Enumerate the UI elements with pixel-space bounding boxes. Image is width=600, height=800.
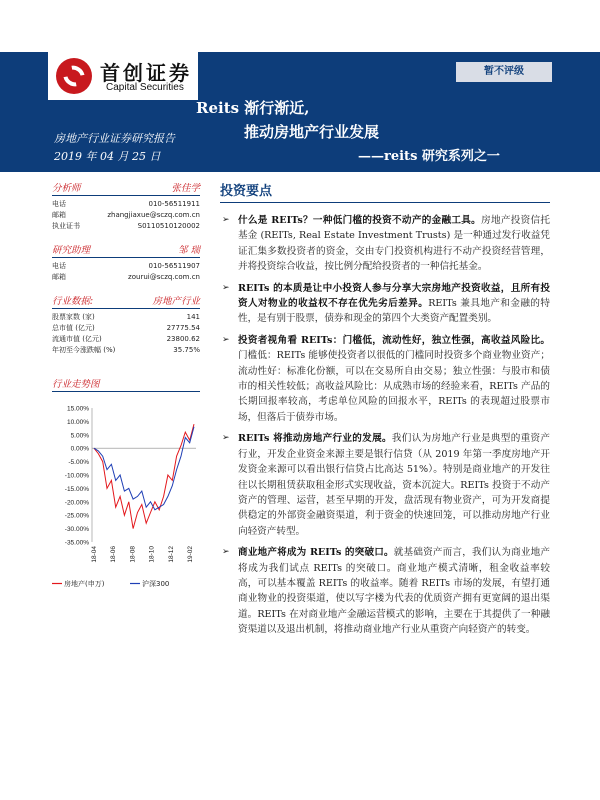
stat-row (52, 334, 200, 345)
info-label: 执业证书 (52, 222, 80, 230)
rating-badge: 暂不评级 (456, 62, 552, 82)
x-tick-label: 18-10 (148, 546, 156, 563)
y-tick-label: 10.00% (66, 418, 89, 426)
stat-row (52, 312, 200, 323)
info-label: 电话 (52, 262, 66, 270)
stat-label: 流通市值 (亿元) (52, 335, 102, 343)
y-tick-label: -15.00% (64, 485, 89, 493)
industry-name: 房地产行业 (152, 296, 200, 307)
info-value: 010-56511907 (148, 262, 200, 270)
company-logo (48, 52, 198, 100)
stat-label: 年初至今涨跌幅 (%) (52, 346, 116, 354)
bullet-text: 房地产投资信托基金 (REITs, Real Estate Investment Trusts) 是一种通过发行收益凭证汇集多数投资者的资金，交由专门投资机构进行不动产投资经营管理，并将投资综合收益，按比例分配给投资者的一种信托基金。 (238, 215, 550, 273)
bullet-heading: 什么是 REITs？一种低门槛的投资不动产的金融工具。 (238, 215, 482, 226)
legend-label: 房地产(申万) (64, 580, 105, 588)
stat-row (52, 345, 200, 356)
info-row (52, 272, 200, 283)
y-tick-label: -20.00% (64, 499, 89, 507)
stat-value: 35.75% (173, 346, 200, 354)
bullet-text: 门槛低：REITs 能够使投资者以很低的门槛同时投资多个商业物业资产；流动性好：标准化份额，可以在交易所自由交易；独立性强：与股市和债市的相关性较低；高收益风险比：从成熟市场的经验来看，REITs 产品的长期回报率较高，考虑单位风险的回报水平，REITs 的表现超过股票市场，但落后于债券市场。 (238, 350, 550, 423)
industry-header (52, 293, 200, 309)
analyst-role: 分析师 (52, 183, 81, 194)
bullet-text: 就基础资产而言，我们认为商业地产将成为我们试点 REITs 的突破口。商业地产模式清晰，租金收益率较高，可以基本覆盖 REITs 的收益率。随着 REITs 市场的发展，有望打通商业物业的投资渠道，使以写字楼为代表的优质资产拥有更宽阔的退出渠道。REITs 在对商业地产金融运营模式的影响，主要在于其提供了一种融资渠道以及退出机制，将推动商业地产行业从重资产向轻资产的转变。 (238, 547, 550, 636)
logo-chinese-name: 首创证券 (100, 61, 192, 85)
summary-bullet (220, 431, 550, 539)
y-tick-label: -30.00% (64, 526, 89, 534)
summary-bullet (220, 213, 550, 275)
assistant-header (52, 242, 200, 258)
x-tick-label: 19-02 (187, 546, 194, 563)
info-value: S0110510120002 (137, 222, 200, 230)
trend-chart (52, 392, 200, 592)
series-line-0 (94, 424, 194, 528)
bullet-heading: 商业地产将成为 REITs 的突破口。 (238, 547, 394, 559)
info-row (52, 210, 200, 221)
left-sidebar (52, 180, 200, 596)
y-tick-label: 15.00% (66, 405, 89, 413)
arrow-bullet-icon: ➢ (222, 547, 230, 558)
y-tick-label: -35.00% (64, 539, 89, 547)
bullet-heading: REITs 将推动房地产行业的发展。 (238, 433, 392, 445)
arrow-bullet-icon: ➢ (222, 433, 230, 444)
info-row (52, 199, 200, 210)
y-tick-label: -25.00% (64, 512, 89, 520)
summary-bullet (220, 545, 550, 637)
assistant-name: 邹 瑞 (177, 245, 200, 256)
logo-mark-icon (56, 58, 92, 94)
bullet-heading: REITs 的本质是让中小投资人参与分享大宗房地产投资收益，且所有投资人对物业的收益权不存在优先劣后差异。 (238, 282, 550, 310)
x-tick-label: 18-08 (129, 546, 137, 563)
info-label: 电话 (52, 200, 66, 208)
trend-chart-title: 行业走势图 (52, 376, 200, 392)
stat-value: 23800.62 (166, 335, 200, 343)
analyst-header (52, 180, 200, 196)
report-date: 2019 年 04 月 25 日 (54, 150, 161, 163)
assistant-role: 研究助理 (52, 245, 91, 256)
info-label: 邮箱 (52, 273, 66, 281)
stat-value: 141 (186, 313, 200, 321)
email-link[interactable]: zhangjiaxue@sczq.com.cn (107, 211, 200, 219)
series-line-1 (94, 427, 194, 510)
summary-bullets (220, 213, 550, 638)
summary-bullet (220, 333, 550, 425)
x-tick-label: 18-06 (110, 546, 118, 563)
logo-english-name: Capital Securities (106, 82, 184, 93)
bullet-text: REITs 兼具地产和金融的特性，是有别于股票，债券和现金的第四个大类资产配置类别。 (238, 298, 550, 325)
industry-label: 行业数据: (52, 296, 94, 307)
stat-label: 股票家数 (家) (52, 313, 95, 321)
email-link[interactable]: zourui@sczq.com.cn (128, 273, 200, 281)
report-title-line1: Reits 渐行渐近, (196, 99, 310, 117)
arrow-bullet-icon: ➢ (222, 215, 230, 225)
arrow-bullet-icon: ➢ (222, 334, 230, 345)
report-type: 房地产行业证券研究报告 (54, 132, 175, 145)
main-content (220, 180, 550, 644)
info-value: 010-56511911 (148, 200, 200, 208)
report-subtitle: ——reits 研究系列之一 (358, 149, 500, 164)
arrow-bullet-icon: ➢ (222, 282, 230, 293)
y-tick-label: 0.00% (70, 445, 89, 453)
x-tick-label: 18-04 (91, 546, 98, 563)
summary-title: 投资要点 (220, 180, 550, 203)
analyst-name: 张佳学 (171, 183, 200, 194)
info-row (52, 261, 200, 272)
stat-row (52, 323, 200, 334)
info-row (52, 221, 200, 232)
legend-label: 沪深300 (142, 580, 170, 588)
bullet-text: 我们认为房地产行业是典型的重资产行业，开发企业资金来源主要是银行信贷（从 2019 年第一季度房地产开发资金来源可以看出银行信贷占比高达 51%）。特别是商业地产的开发往往以长期租赁获取租金形式实现收益，资本沉淀大。REITs 投资于不动产资产的管理、运营，甚至早期的开发，盘活现有物业资产，可为开发商提供稳定的外部资金融资渠道，利于资金的快速回笼，可以推动房地产行业向轻资产转型。 (238, 433, 550, 537)
info-label: 邮箱 (52, 211, 66, 219)
y-tick-label: 5.00% (70, 432, 89, 440)
stat-value: 27775.54 (166, 324, 200, 332)
report-title-line2: 推动房地产行业发展 (244, 123, 380, 141)
bullet-heading: 投资者视角看 REITs：门槛低，流动性好，独立性强，高收益风险比。 (238, 334, 550, 346)
summary-bullet (220, 281, 550, 327)
x-tick-label: 18-12 (167, 546, 175, 563)
stat-label: 总市值 (亿元) (52, 324, 95, 332)
y-tick-label: -10.00% (64, 472, 89, 480)
y-tick-label: -5.00% (68, 459, 89, 467)
